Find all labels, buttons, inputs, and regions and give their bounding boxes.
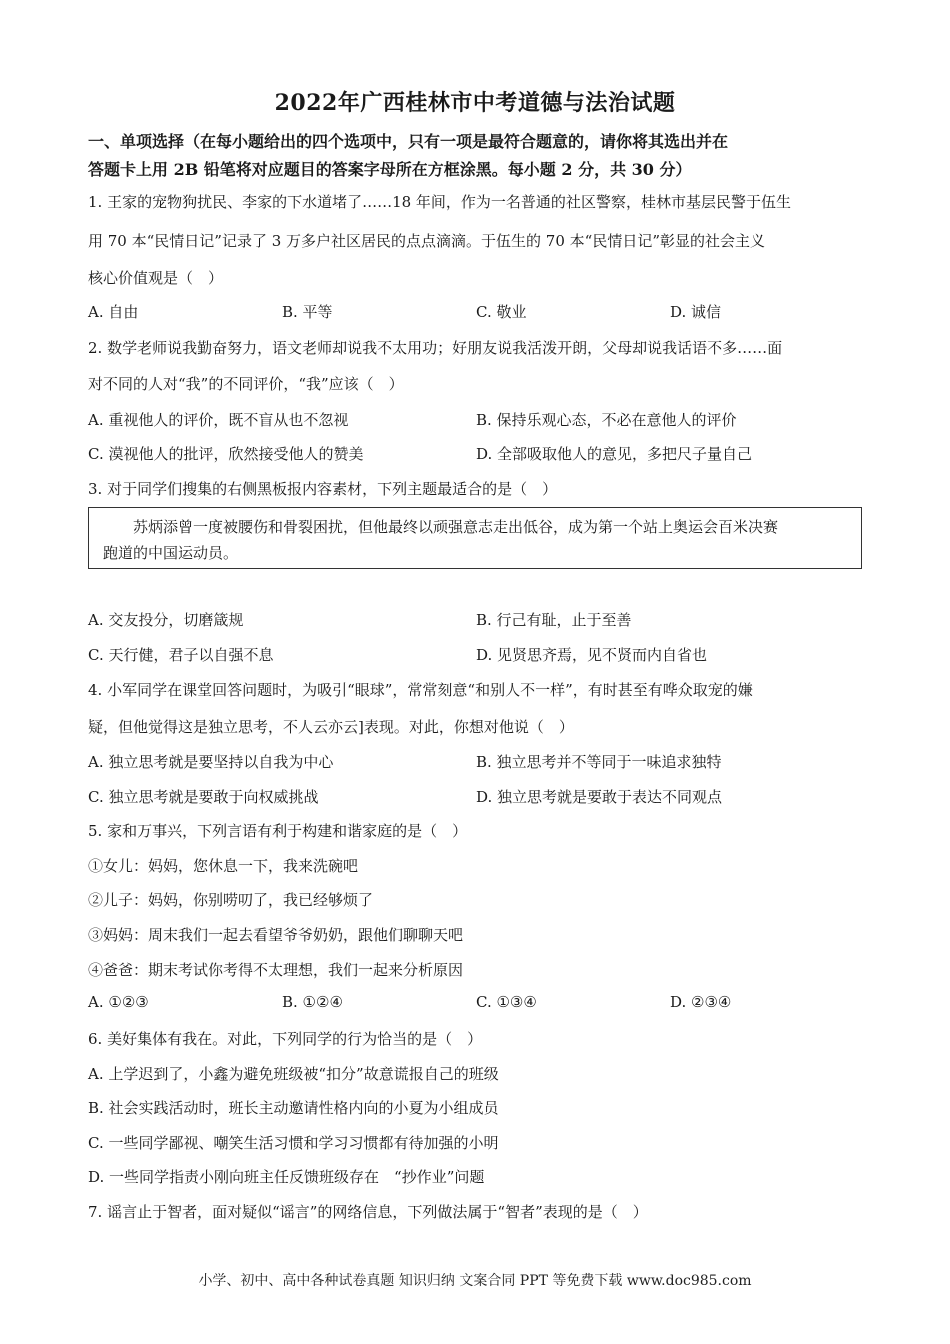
statement-4: ④爸爸：期末考试你考得不太理想，我们一起来分析原因 <box>88 961 464 979</box>
material-box <box>88 507 862 569</box>
option-b: B. 社会实践活动时，班长主动邀请性格内向的小夏为小组成员 <box>88 1099 499 1117</box>
option-d: D. ②③④ <box>670 993 732 1011</box>
statement-3: ③妈妈：周末我们一起去看望爷爷奶奶，跟他们聊聊天吧 <box>88 926 464 944</box>
question-text-line: 7. 谣言止于智者，面对疑似“谣言”的网络信息，下列做法属于“智者”表现的是（ ） <box>88 1203 648 1221</box>
section-heading-line-2: 答题卡上用 2B 铅笔将对应题目的答案字母所在方框涂黑。每小题 2 分，共 30 分） <box>88 160 692 179</box>
option-d: D. 一些同学指责小刚向班主任反馈班级存在 “抄作业”问题 <box>88 1168 485 1186</box>
question-text-line: 用 70 本“民情日记”记录了 3 万多户社区居民的点点滴滴。于伍生的 70 本“民情日记”彰显的社会主义 <box>88 232 766 250</box>
option-c: C. ①③④ <box>476 993 537 1011</box>
question-text-line: 疑，但他觉得这是独立思考，不人云亦云]表现。对此，你想对他说（ ） <box>88 718 574 736</box>
option-b: B. 行己有耻，止于至善 <box>476 611 632 629</box>
option-c: C. 一些同学鄙视、嘲笑生活习惯和学习习惯都有待加强的小明 <box>88 1134 499 1152</box>
question-text-line: 6. 美好集体有我在。对此，下列同学的行为恰当的是（ ） <box>88 1030 483 1048</box>
question-text-line: 对不同的人对“我”的不同评价，“我”应该（ ） <box>88 375 404 393</box>
option-c: C. 天行健，君子以自强不息 <box>88 646 274 664</box>
page-footer: 小学、初中、高中各种试卷真题 知识归纳 文案合同 PPT 等免费下载 www.doc985.com <box>198 1273 752 1289</box>
option-b: B. 平等 <box>282 303 333 321</box>
option-a: A. 自由 <box>88 303 139 321</box>
option-a: A. ①②③ <box>88 993 149 1011</box>
question-text-line: 5. 家和万事兴，下列言语有利于构建和谐家庭的是（ ） <box>88 822 468 840</box>
question-text-line: 1. 王家的宠物狗扰民、李家的下水道堵了……18 年间，作为一名普通的社区警察，桂林市基层民警于伍生 <box>88 193 791 211</box>
question-text-line: 2. 数学老师说我勤奋努力，语文老师却说我不太用功；好朋友说我活泼开朗，父母却说我话语不多……面 <box>88 339 783 357</box>
question-text-line: 核心价值观是（ ） <box>88 269 224 287</box>
option-c: C. 独立思考就是要敢于向权威挑战 <box>88 788 319 806</box>
option-b: B. 独立思考并不等同于一味追求独特 <box>476 753 722 771</box>
option-a: A. 上学迟到了，小鑫为避免班级被“扣分”故意谎报自己的班级 <box>88 1065 499 1083</box>
option-d: D. 独立思考就是要敢于表达不同观点 <box>476 788 723 806</box>
option-a: A. 交友投分，切磨箴规 <box>88 611 244 629</box>
question-text-line: 3. 对于同学们搜集的右侧黑板报内容素材，下列主题最适合的是（ ） <box>88 480 558 498</box>
option-d: D. 诚信 <box>670 303 722 321</box>
material-text-line: 苏炳添曾一度被腰伤和骨裂困扰，但他最终以顽强意志走出低谷，成为第一个站上奥运会百米决赛 <box>133 518 779 536</box>
material-text-line: 跑道的中国运动员。 <box>103 544 239 562</box>
option-d: D. 全部吸取他人的意见，多把尺子量自己 <box>476 445 753 463</box>
statement-1: ①女儿：妈妈，您休息一下，我来洗碗吧 <box>88 857 359 875</box>
option-c: C. 敬业 <box>476 303 527 321</box>
option-b: B. 保持乐观心态，不必在意他人的评价 <box>476 411 737 429</box>
option-c: C. 漠视他人的批评，欣然接受他人的赞美 <box>88 445 364 463</box>
option-a: A. 重视他人的评价，既不盲从也不忽视 <box>88 411 349 429</box>
section-heading-line-1: 一、单项选择（在每小题给出的四个选项中，只有一项是最符合题意的，请你将其选出并在 <box>88 132 729 151</box>
statement-2: ②儿子：妈妈，你别唠叨了，我已经够烦了 <box>88 891 374 909</box>
option-b: B. ①②④ <box>282 993 343 1011</box>
section-heading <box>88 128 868 184</box>
option-a: A. 独立思考就是要坚持以自我为中心 <box>88 753 334 771</box>
page-title: 2022年广西桂林市中考道德与法治试题 <box>274 90 676 116</box>
option-d: D. 见贤思齐焉，见不贤而内自省也 <box>476 646 708 664</box>
question-text-line: 4. 小军同学在课堂回答问题时，为吸引“眼球”，常常刻意“和别人不一样”，有时甚至有哗众取宠的嫌 <box>88 681 753 699</box>
